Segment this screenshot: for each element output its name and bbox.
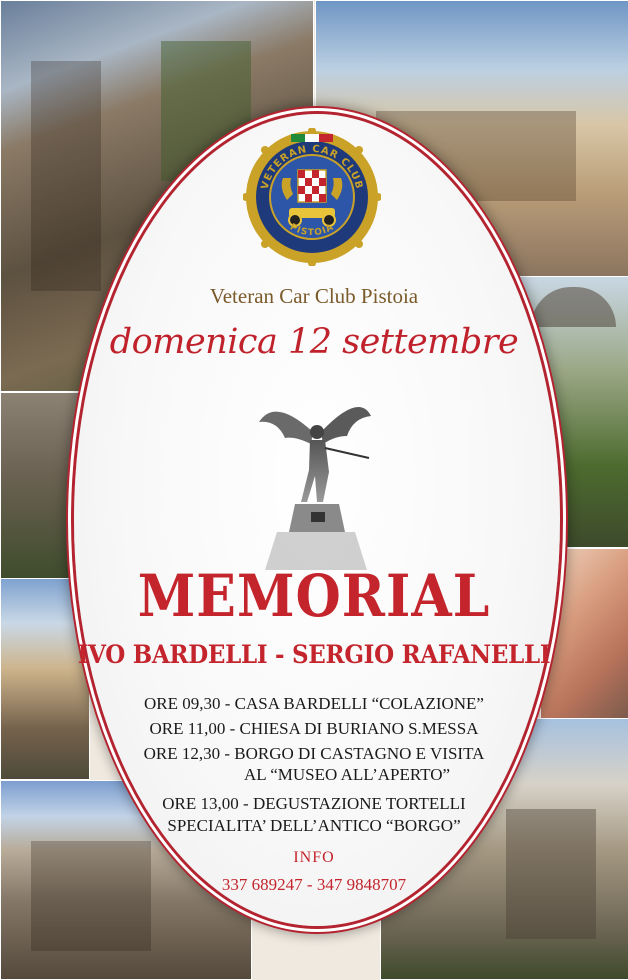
archangel-statue-image (255, 392, 375, 570)
logo-ring-bottom-text: PISTOIA (288, 222, 336, 239)
memorial-title: MEMORIAL (137, 562, 491, 631)
schedule-line-5: ORE 13,00 - DEGUSTAZIONE TORTELLI (162, 794, 466, 813)
logo-ring-top-text: VETERAN CAR CLUB (259, 143, 365, 191)
schedule-line-6: SPECIALITA’ DELL’ANTICO “BORGO” (167, 816, 461, 835)
veteran-car-club-logo (243, 128, 381, 266)
schedule-line-4: AL “MUSEO ALL’APERTO” (243, 765, 451, 784)
schedule-line-2: ORE 11,00 - CHIESA DI BURIANO S.MESSA (149, 719, 479, 738)
schedule-line-1: ORE 09,30 - CASA BARDELLI “COLAZIONE” (144, 694, 484, 713)
info-label: INFO (293, 849, 335, 866)
phone-numbers: 337 689247 - 347 9848707 (221, 875, 407, 894)
schedule-line-3: ORE 12,30 - BORGO DI CASTAGNO E VISITA (143, 744, 485, 763)
event-date: domenica 12 settembre (109, 322, 519, 362)
club-name: Veteran Car Club Pistoia (209, 284, 419, 308)
memorial-names: IVO BARDELLI - SERGIO RAFANELLI (77, 640, 551, 670)
